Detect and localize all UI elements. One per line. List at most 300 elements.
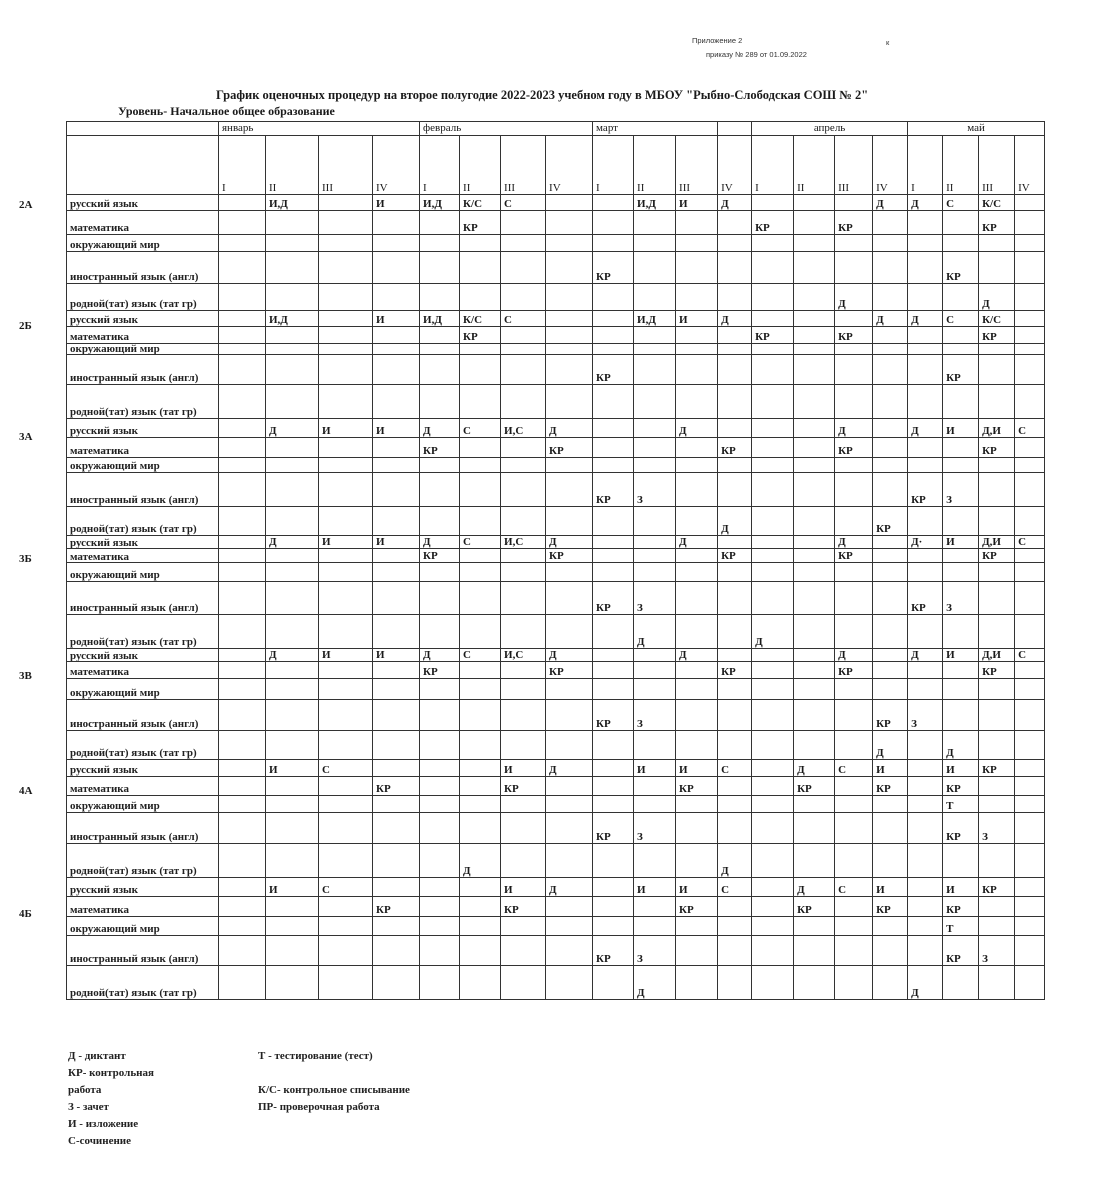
assessment-cell bbox=[460, 777, 501, 796]
assessment-cell: З bbox=[943, 582, 979, 615]
assessment-cell bbox=[634, 844, 676, 878]
legend-item: КР- контрольная bbox=[68, 1067, 154, 1079]
assessment-cell: З bbox=[979, 813, 1015, 844]
assessment-cell bbox=[319, 813, 373, 844]
assessment-cell bbox=[943, 844, 979, 878]
assessment-cell bbox=[546, 582, 593, 615]
assessment-cell bbox=[219, 549, 266, 563]
assessment-cell bbox=[420, 385, 460, 419]
assessment-cell: С bbox=[1015, 649, 1045, 662]
assessment-cell bbox=[979, 731, 1015, 760]
assessment-cell bbox=[794, 252, 835, 284]
assessment-cell: И bbox=[266, 878, 319, 897]
subject-cell: иностранный язык (англ) bbox=[67, 252, 219, 284]
assessment-cell bbox=[546, 355, 593, 385]
assessment-cell bbox=[979, 344, 1015, 355]
assessment-cell: Д bbox=[873, 731, 908, 760]
assessment-cell bbox=[593, 235, 634, 252]
assessment-cell bbox=[794, 235, 835, 252]
assessment-cell bbox=[546, 563, 593, 582]
assessment-cell: КР bbox=[546, 662, 593, 679]
assessment-cell bbox=[546, 679, 593, 700]
assessment-cell bbox=[794, 796, 835, 813]
assessment-cell bbox=[219, 327, 266, 344]
assessment-cell bbox=[794, 344, 835, 355]
assessment-cell bbox=[873, 679, 908, 700]
assessment-cell bbox=[676, 563, 718, 582]
assessment-cell bbox=[219, 211, 266, 235]
assessment-cell bbox=[546, 311, 593, 327]
assessment-cell: Д bbox=[634, 615, 676, 649]
assessment-cell bbox=[718, 897, 752, 917]
assessment-cell bbox=[835, 252, 873, 284]
assessment-cell bbox=[835, 731, 873, 760]
assessment-cell bbox=[794, 311, 835, 327]
assessment-cell bbox=[676, 284, 718, 311]
assessment-cell bbox=[266, 344, 319, 355]
assessment-cell bbox=[835, 844, 873, 878]
assessment-cell bbox=[943, 966, 979, 1000]
assessment-cell bbox=[1015, 195, 1045, 211]
subject-cell: русский язык bbox=[67, 419, 219, 438]
assessment-cell bbox=[718, 917, 752, 936]
assessment-cell: Д bbox=[794, 760, 835, 777]
assessment-cell bbox=[266, 473, 319, 507]
assessment-cell bbox=[420, 284, 460, 311]
assessment-cell: КР bbox=[460, 211, 501, 235]
assessment-cell bbox=[676, 936, 718, 966]
assessment-cell bbox=[219, 235, 266, 252]
assessment-cell bbox=[501, 473, 546, 507]
assessment-cell bbox=[873, 355, 908, 385]
assessment-cell bbox=[794, 844, 835, 878]
assessment-cell bbox=[634, 344, 676, 355]
assessment-cell bbox=[319, 252, 373, 284]
assessment-cell: И,Д bbox=[634, 311, 676, 327]
month-header: февраль bbox=[420, 122, 593, 136]
assessment-cell bbox=[266, 235, 319, 252]
assessment-cell bbox=[460, 917, 501, 936]
assessment-cell: И,Д bbox=[420, 195, 460, 211]
assessment-cell: С bbox=[718, 878, 752, 897]
assessment-cell bbox=[943, 284, 979, 311]
assessment-cell bbox=[908, 284, 943, 311]
assessment-cell bbox=[420, 897, 460, 917]
table-row bbox=[67, 235, 1045, 252]
assessment-cell bbox=[676, 679, 718, 700]
assessment-cell bbox=[319, 507, 373, 536]
assessment-cell: И bbox=[501, 878, 546, 897]
assessment-cell bbox=[676, 966, 718, 1000]
assessment-cell: Д bbox=[718, 844, 752, 878]
assessment-cell bbox=[219, 662, 266, 679]
assessment-cell bbox=[718, 966, 752, 1000]
assessment-cell: З bbox=[943, 473, 979, 507]
assessment-cell bbox=[420, 473, 460, 507]
assessment-cell bbox=[266, 549, 319, 563]
assessment-cell bbox=[420, 966, 460, 1000]
assessment-cell bbox=[593, 536, 634, 549]
assessment-cell bbox=[420, 582, 460, 615]
assessment-cell bbox=[420, 458, 460, 473]
assessment-cell bbox=[794, 549, 835, 563]
assessment-cell: Д bbox=[634, 966, 676, 1000]
legend-item: З - зачет bbox=[68, 1101, 109, 1113]
assessment-cell: К/С bbox=[460, 311, 501, 327]
assessment-cell bbox=[373, 563, 420, 582]
assessment-cell bbox=[979, 473, 1015, 507]
week-header: III bbox=[319, 136, 373, 195]
assessment-cell: Д bbox=[420, 419, 460, 438]
assessment-cell bbox=[501, 235, 546, 252]
assessment-cell bbox=[420, 344, 460, 355]
assessment-cell: К/С bbox=[979, 311, 1015, 327]
week-header: IV bbox=[718, 136, 752, 195]
assessment-cell bbox=[1015, 760, 1045, 777]
assessment-cell bbox=[319, 344, 373, 355]
assessment-cell bbox=[873, 563, 908, 582]
assessment-cell bbox=[501, 700, 546, 731]
assessment-cell bbox=[460, 252, 501, 284]
assessment-cell bbox=[546, 917, 593, 936]
assessment-cell: Д bbox=[718, 195, 752, 211]
assessment-cell bbox=[908, 458, 943, 473]
assessment-cell bbox=[873, 796, 908, 813]
assessment-cell: КР bbox=[593, 252, 634, 284]
assessment-cell: И,С bbox=[501, 536, 546, 549]
assessment-cell bbox=[752, 549, 794, 563]
assessment-cell bbox=[979, 458, 1015, 473]
assessment-cell bbox=[546, 507, 593, 536]
subject-cell: родной(тат) язык (тат гр) bbox=[67, 844, 219, 878]
assessment-cell bbox=[634, 662, 676, 679]
assessment-cell: С bbox=[319, 760, 373, 777]
week-header: I bbox=[752, 136, 794, 195]
assessment-cell bbox=[835, 344, 873, 355]
assessment-cell: КР bbox=[873, 507, 908, 536]
table-row bbox=[67, 878, 1045, 897]
assessment-cell bbox=[873, 582, 908, 615]
assessment-cell bbox=[501, 284, 546, 311]
assessment-cell bbox=[1015, 897, 1045, 917]
class-label: 2А bbox=[19, 199, 33, 211]
assessment-cell: С bbox=[319, 878, 373, 897]
assessment-cell: Т bbox=[943, 917, 979, 936]
assessment-cell bbox=[219, 878, 266, 897]
assessment-cell: КР bbox=[943, 813, 979, 844]
assessment-cell bbox=[219, 563, 266, 582]
assessment-cell bbox=[460, 458, 501, 473]
assessment-cell bbox=[319, 662, 373, 679]
week-header: IV bbox=[373, 136, 420, 195]
subject-cell: математика bbox=[67, 662, 219, 679]
month-header-row bbox=[67, 122, 1045, 136]
assessment-cell: И bbox=[373, 419, 420, 438]
assessment-cell: КР bbox=[873, 777, 908, 796]
legend-item: работа bbox=[68, 1084, 102, 1096]
assessment-cell bbox=[501, 507, 546, 536]
assessment-cell bbox=[718, 649, 752, 662]
assessment-cell bbox=[266, 662, 319, 679]
assessment-cell bbox=[718, 211, 752, 235]
assessment-cell: КР bbox=[373, 777, 420, 796]
assessment-cell bbox=[979, 844, 1015, 878]
assessment-cell bbox=[752, 878, 794, 897]
assessment-cell bbox=[420, 563, 460, 582]
assessment-cell bbox=[908, 878, 943, 897]
assessment-cell bbox=[420, 878, 460, 897]
assessment-cell bbox=[676, 507, 718, 536]
assessment-cell bbox=[676, 582, 718, 615]
assessment-cell bbox=[1015, 549, 1045, 563]
assessment-cell bbox=[908, 662, 943, 679]
assessment-cell bbox=[634, 563, 676, 582]
assessment-cell bbox=[1015, 284, 1045, 311]
assessment-cell bbox=[752, 917, 794, 936]
assessment-cell bbox=[219, 344, 266, 355]
assessment-cell bbox=[794, 582, 835, 615]
assessment-cell bbox=[219, 679, 266, 700]
assessment-cell bbox=[794, 649, 835, 662]
week-header: I bbox=[908, 136, 943, 195]
assessment-cell bbox=[546, 458, 593, 473]
assessment-cell bbox=[219, 385, 266, 419]
subject-cell: русский язык bbox=[67, 311, 219, 327]
assessment-cell: Д,И bbox=[979, 536, 1015, 549]
assessment-cell bbox=[1015, 235, 1045, 252]
assessment-cell bbox=[979, 615, 1015, 649]
assessment-cell: Д bbox=[546, 536, 593, 549]
subject-cell: иностранный язык (англ) bbox=[67, 813, 219, 844]
week-header: I bbox=[219, 136, 266, 195]
assessment-cell bbox=[501, 917, 546, 936]
assessment-cell bbox=[873, 662, 908, 679]
assessment-cell bbox=[873, 844, 908, 878]
assessment-cell bbox=[373, 700, 420, 731]
assessment-cell bbox=[593, 844, 634, 878]
assessment-cell bbox=[943, 458, 979, 473]
assessment-cell: С bbox=[943, 195, 979, 211]
legend-item: С-сочинение bbox=[68, 1135, 132, 1147]
assessment-cell bbox=[1015, 878, 1045, 897]
assessment-cell: КР bbox=[835, 211, 873, 235]
assessment-cell bbox=[219, 311, 266, 327]
assessment-cell: Д bbox=[835, 284, 873, 311]
assessment-cell: С bbox=[1015, 419, 1045, 438]
table-row bbox=[67, 536, 1045, 549]
assessment-cell bbox=[634, 731, 676, 760]
assessment-cell bbox=[546, 235, 593, 252]
assessment-cell bbox=[219, 760, 266, 777]
assessment-cell bbox=[752, 897, 794, 917]
assessment-cell bbox=[835, 385, 873, 419]
assessment-cell bbox=[752, 796, 794, 813]
assessment-cell: З bbox=[634, 813, 676, 844]
assessment-cell bbox=[979, 796, 1015, 813]
assessment-cell: И bbox=[634, 760, 676, 777]
assessment-cell bbox=[319, 385, 373, 419]
subject-cell: окружающий мир bbox=[67, 917, 219, 936]
assessment-cell bbox=[676, 458, 718, 473]
assessment-cell bbox=[501, 936, 546, 966]
assessment-cell bbox=[752, 252, 794, 284]
assessment-cell bbox=[219, 936, 266, 966]
assessment-cell bbox=[1015, 563, 1045, 582]
subject-cell: иностранный язык (англ) bbox=[67, 355, 219, 385]
assessment-cell bbox=[718, 813, 752, 844]
assessment-cell: Д bbox=[908, 966, 943, 1000]
assessment-cell: И bbox=[373, 311, 420, 327]
assessment-cell bbox=[873, 327, 908, 344]
assessment-cell bbox=[420, 252, 460, 284]
table-row bbox=[67, 649, 1045, 662]
appendix-line1: Приложение 2 bbox=[692, 36, 743, 45]
assessment-cell bbox=[908, 777, 943, 796]
assessment-cell bbox=[908, 507, 943, 536]
assessment-cell bbox=[979, 582, 1015, 615]
assessment-cell: К/С bbox=[979, 195, 1015, 211]
assessment-cell bbox=[794, 936, 835, 966]
assessment-cell bbox=[943, 662, 979, 679]
assessment-cell bbox=[979, 966, 1015, 1000]
table-row bbox=[67, 284, 1045, 311]
assessment-cell bbox=[718, 796, 752, 813]
week-header: II bbox=[634, 136, 676, 195]
assessment-cell bbox=[219, 536, 266, 549]
assessment-cell bbox=[873, 536, 908, 549]
subject-cell: окружающий мир bbox=[67, 679, 219, 700]
assessment-cell bbox=[835, 507, 873, 536]
assessment-cell bbox=[501, 438, 546, 458]
table-row bbox=[67, 777, 1045, 796]
week-header-row bbox=[67, 136, 1045, 195]
assessment-cell: Д bbox=[908, 195, 943, 211]
assessment-cell bbox=[835, 813, 873, 844]
assessment-cell: КР bbox=[943, 936, 979, 966]
assessment-cell bbox=[593, 458, 634, 473]
assessment-cell bbox=[420, 777, 460, 796]
assessment-cell: КР bbox=[593, 700, 634, 731]
assessment-cell: КР bbox=[460, 327, 501, 344]
table-row bbox=[67, 438, 1045, 458]
assessment-cell bbox=[794, 700, 835, 731]
assessment-cell bbox=[593, 679, 634, 700]
assessment-cell bbox=[752, 679, 794, 700]
assessment-cell bbox=[420, 327, 460, 344]
assessment-cell bbox=[420, 211, 460, 235]
assessment-cell bbox=[835, 936, 873, 966]
assessment-cell: Д bbox=[835, 649, 873, 662]
assessment-cell: КР bbox=[752, 211, 794, 235]
assessment-cell bbox=[835, 679, 873, 700]
assessment-cell bbox=[219, 649, 266, 662]
assessment-cell bbox=[752, 385, 794, 419]
assessment-cell bbox=[676, 252, 718, 284]
assessment-cell bbox=[319, 679, 373, 700]
assessment-cell bbox=[794, 385, 835, 419]
assessment-cell bbox=[266, 327, 319, 344]
assessment-cell bbox=[634, 419, 676, 438]
assessment-cell bbox=[319, 796, 373, 813]
assessment-cell bbox=[794, 355, 835, 385]
assessment-cell: Д bbox=[676, 536, 718, 549]
legend-item: Д - диктант bbox=[68, 1050, 126, 1062]
assessment-cell bbox=[634, 536, 676, 549]
assessment-cell bbox=[908, 796, 943, 813]
assessment-cell: С bbox=[460, 649, 501, 662]
assessment-cell bbox=[266, 507, 319, 536]
assessment-cell bbox=[676, 235, 718, 252]
assessment-cell: И bbox=[873, 760, 908, 777]
assessment-cell bbox=[460, 473, 501, 507]
subject-cell: окружающий мир bbox=[67, 344, 219, 355]
assessment-cell bbox=[979, 235, 1015, 252]
assessment-cell bbox=[676, 473, 718, 507]
assessment-cell bbox=[752, 507, 794, 536]
assessment-cell bbox=[593, 507, 634, 536]
assessment-cell bbox=[460, 679, 501, 700]
assessment-cell bbox=[1015, 311, 1045, 327]
assessment-cell bbox=[266, 252, 319, 284]
assessment-cell bbox=[718, 458, 752, 473]
assessment-cell: И,С bbox=[501, 419, 546, 438]
assessment-cell: З bbox=[634, 700, 676, 731]
assessment-cell bbox=[501, 563, 546, 582]
assessment-cell bbox=[979, 563, 1015, 582]
assessment-cell: Д bbox=[546, 878, 593, 897]
table-row bbox=[67, 211, 1045, 235]
subject-cell: математика bbox=[67, 897, 219, 917]
assessment-cell: С bbox=[718, 760, 752, 777]
subject-cell: иностранный язык (англ) bbox=[67, 473, 219, 507]
assessment-cell bbox=[501, 615, 546, 649]
assessment-cell bbox=[873, 649, 908, 662]
assessment-cell bbox=[718, 419, 752, 438]
assessment-cell bbox=[873, 438, 908, 458]
assessment-cell bbox=[1015, 344, 1045, 355]
assessment-cell bbox=[873, 458, 908, 473]
assessment-cell: З bbox=[979, 936, 1015, 966]
assessment-cell bbox=[752, 419, 794, 438]
assessment-cell: КР bbox=[676, 897, 718, 917]
legend-item: К/С- контрольное списывание bbox=[258, 1084, 410, 1096]
assessment-cell bbox=[460, 813, 501, 844]
assessment-cell bbox=[546, 897, 593, 917]
assessment-cell: КР bbox=[420, 549, 460, 563]
assessment-cell bbox=[546, 473, 593, 507]
assessment-cell bbox=[752, 844, 794, 878]
class-label: 4Б bbox=[19, 908, 32, 920]
assessment-cell bbox=[752, 649, 794, 662]
assessment-cell bbox=[1015, 966, 1045, 1000]
assessment-cell: С bbox=[835, 760, 873, 777]
assessment-cell bbox=[319, 211, 373, 235]
assessment-cell bbox=[593, 966, 634, 1000]
assessment-cell bbox=[373, 549, 420, 563]
legend-right bbox=[258, 1048, 410, 1116]
assessment-cell bbox=[1015, 731, 1045, 760]
assessment-cell bbox=[718, 679, 752, 700]
assessment-cell bbox=[873, 966, 908, 1000]
assessment-cell bbox=[319, 966, 373, 1000]
assessment-cell: Д bbox=[676, 649, 718, 662]
assessment-cell bbox=[752, 813, 794, 844]
assessment-cell: И bbox=[676, 195, 718, 211]
assessment-cell bbox=[546, 284, 593, 311]
assessment-cell bbox=[752, 536, 794, 549]
assessment-cell: И,Д bbox=[266, 195, 319, 211]
assessment-cell bbox=[501, 355, 546, 385]
